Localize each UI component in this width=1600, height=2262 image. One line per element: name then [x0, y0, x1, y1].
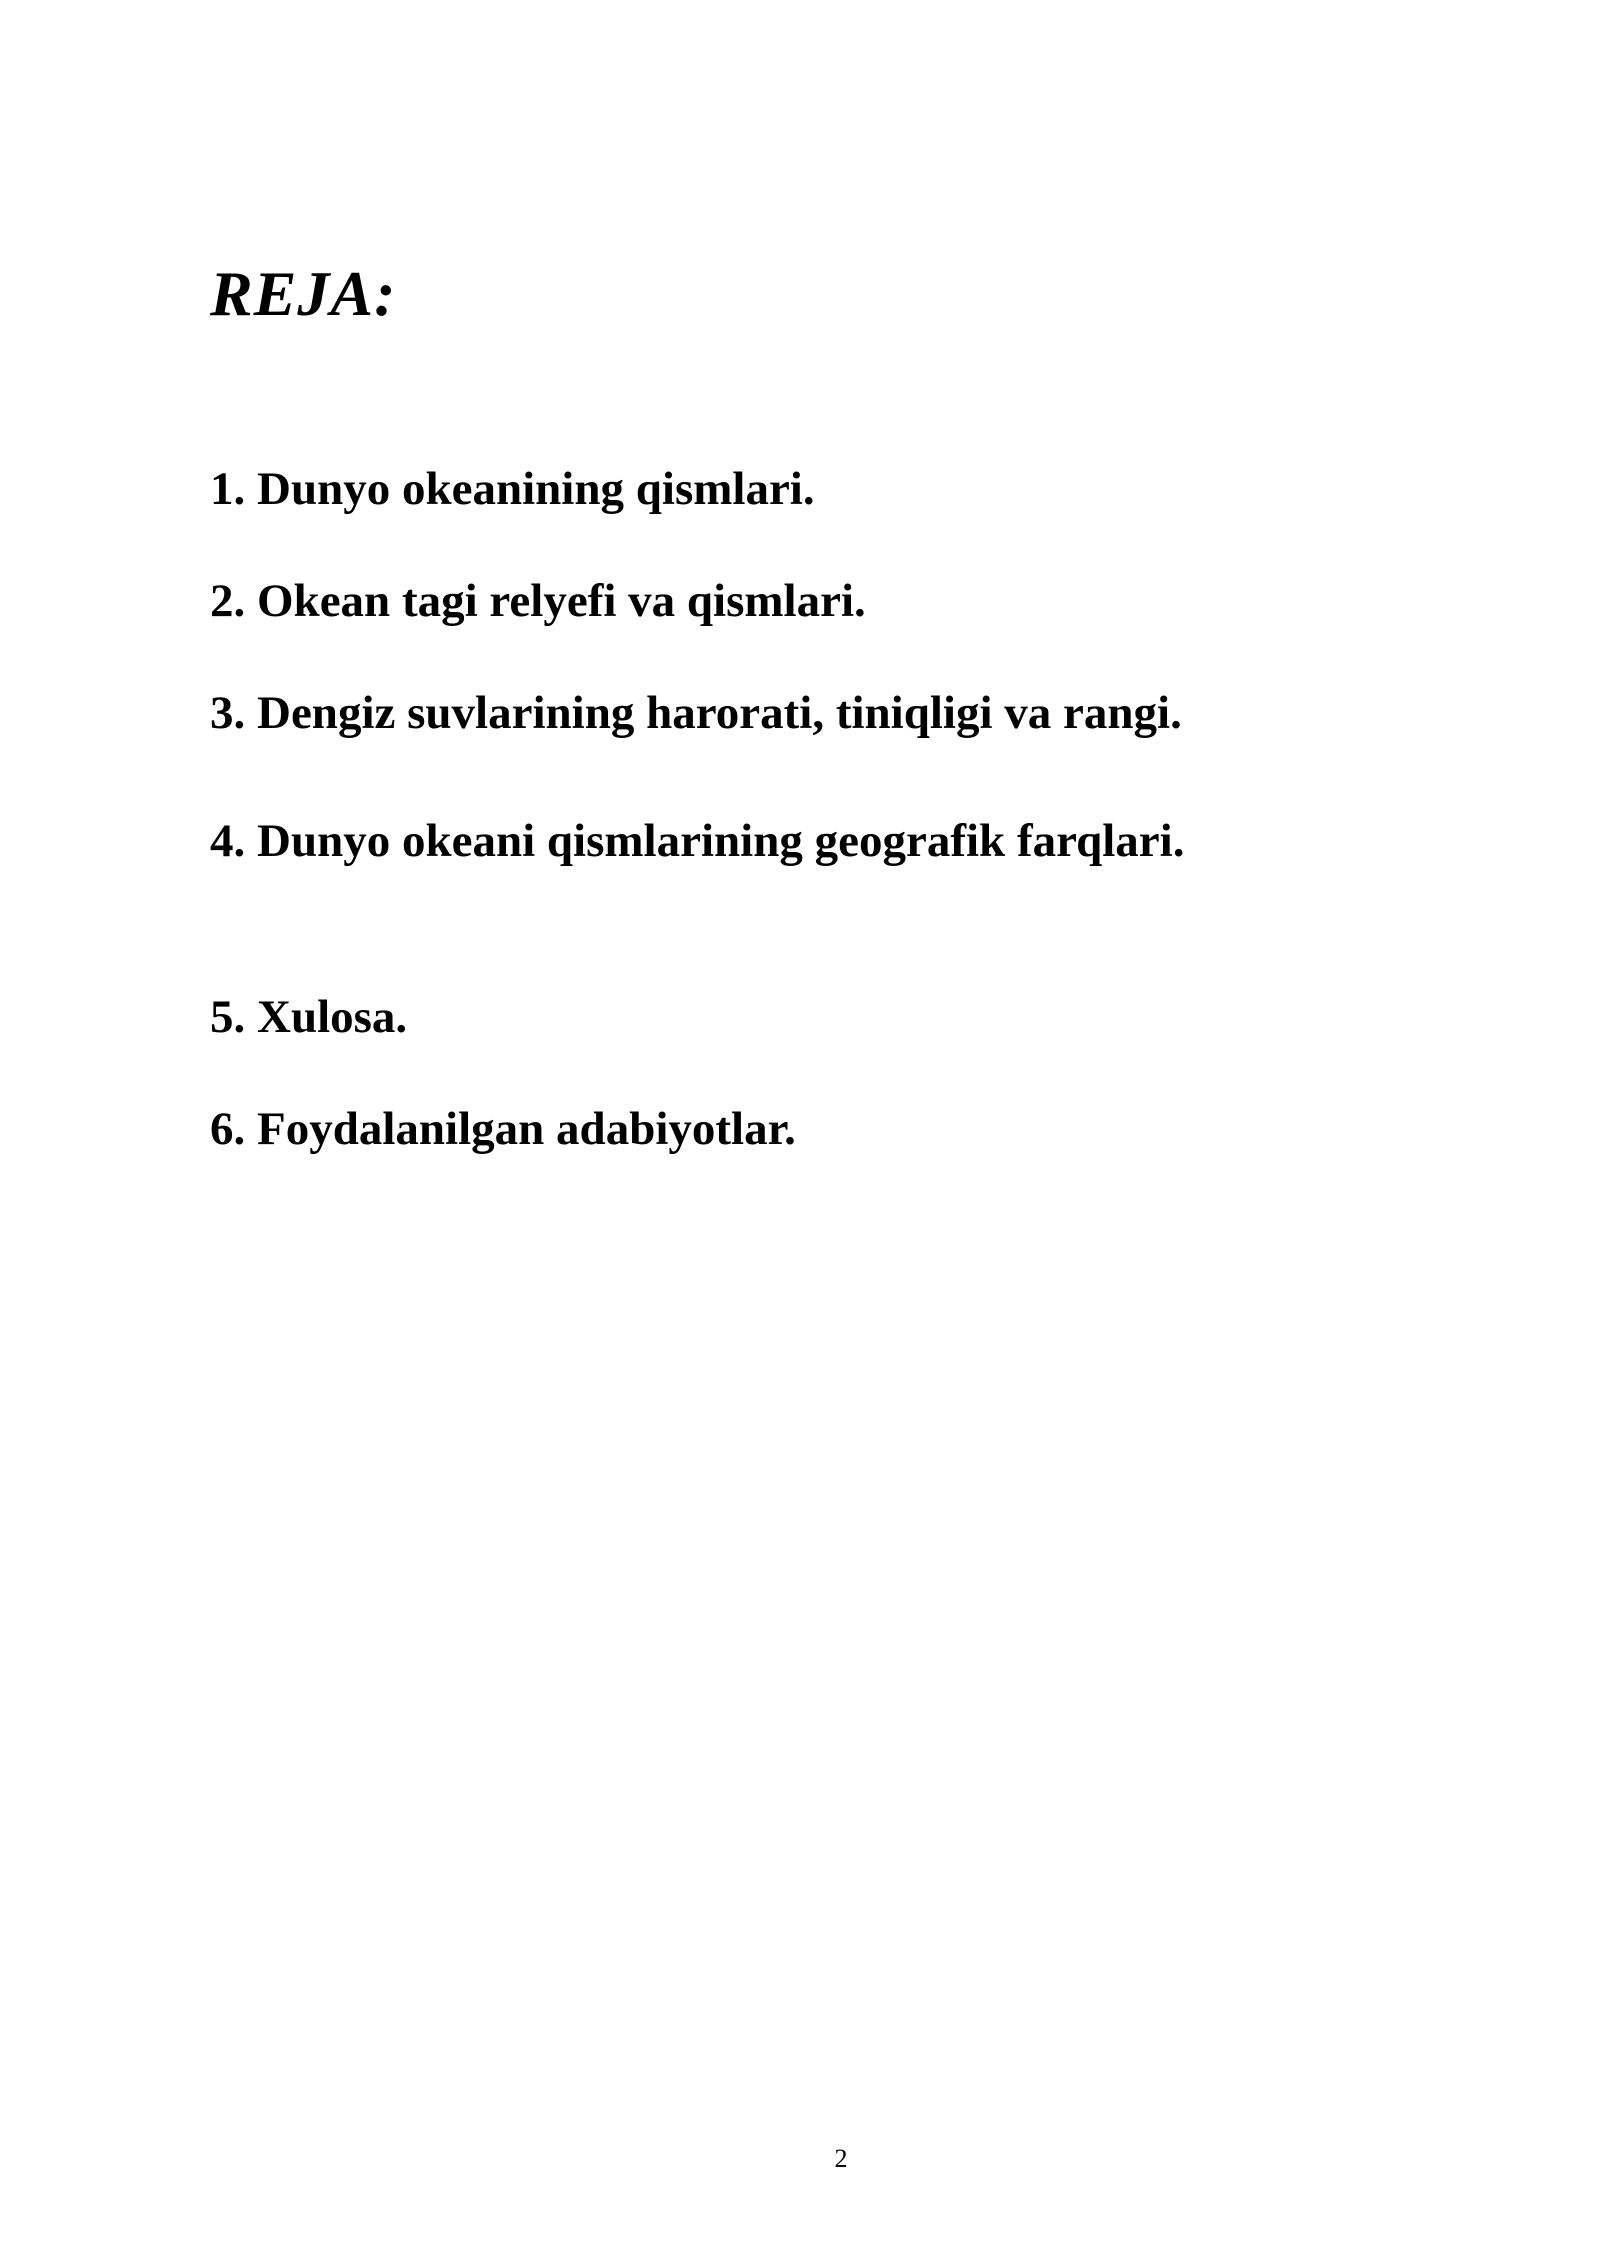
- plan-item-3: 3. Dengiz suvlarining harorati, tiniqligi va rangi.: [210, 687, 1182, 739]
- plan-item-4: 4. Dunyo okeani qismlarining geografik farqlari.: [210, 815, 1185, 867]
- plan-item-2: 2. Okean tagi relyefi va qismlari.: [210, 575, 866, 627]
- plan-heading: REJA:: [210, 258, 397, 329]
- page-number: 2: [834, 2144, 848, 2173]
- plan-item-1: 1. Dunyo okeanining qismlari.: [210, 463, 815, 515]
- plan-item-5: 5. Xulosa.: [210, 991, 408, 1043]
- plan-item-6: 6. Foydalanilgan adabiyotlar.: [210, 1103, 796, 1155]
